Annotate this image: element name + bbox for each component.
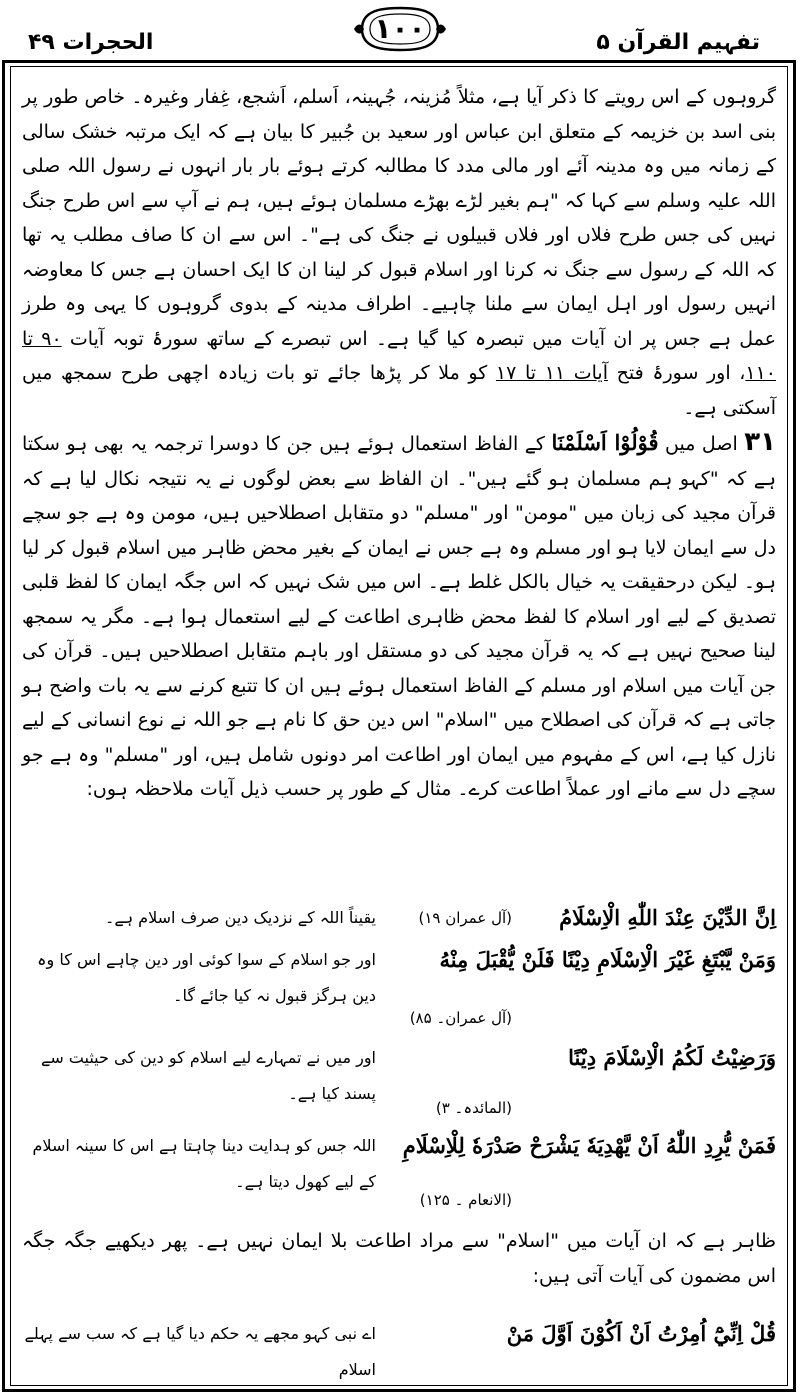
paragraph-2 [22, 425, 776, 807]
page-header [0, 0, 800, 62]
verse-1-reference: (آل عمران ۱۹) [418, 909, 512, 927]
footnote-number: ۳۱ [744, 427, 777, 457]
verse-3-translation: اور میں نے تمہارے لیے اسلام کو دین کی حیثیت سے پسند کیا ہے۔ [40, 1048, 376, 1103]
p1-text: گروہوں کے اس رویتے کا ذکر آیا ہے، مثلاً مُزینہ، جُہینہ، اَسلم، اَشجع، غِفار وغیرہ۔ خاص طور پر بنی اسد بن خزیمہ کے متعلق ابن عباس اور سعید بن جُبیر کا بیان ہے کہ ایک مرتبہ خشک سالی کے زمانہ میں وہ مدینہ آئے اور مالی مدد کا مطالبہ کرتے ہوئے بار بار انہوں نے رسول اللہ صلی اللہ علیہ وسلم سے کہا کہ "ہم بغیر لڑے بھڑے مسلمان ہوئے ہیں، ہم نے آپ سے اس طرح جنگ نہیں کی جس طرح فلاں اور فلاں قبیلوں نے جنگ کی ہے"۔ اس سے ان کا صاف مطلب یہ تھا کہ اللہ کے رسول سے جنگ نہ کرنا اور اسلام قبول کر لینا ان کا ایک احسان ہے جس کا معاوضہ انہیں رسول اور اہل ایمان سے ملنا چاہیے۔ اطراف مدینہ کے بدوی گروہوں کا یہی وہ طرز عمل ہے جس پر ان آیات میں تبصرہ کیا گیا ہے۔ اس تبصرے کے ساتھ سورۂ توبہ آیات [22, 86, 776, 350]
paragraph-3: ظاہر ہے کہ ان آیات میں "اسلام" سے مراد اطاعت بلا ایمان نہیں ہے۔ پھر دیکھیے جگہ جگہ اس مضمون کی آیات آتی ہیں: [22, 1230, 776, 1287]
p2-body: کے الفاظ استعمال ہوئے ہیں جن کا دوسرا ترجمہ یہ بھی ہو سکتا ہے کہ "کہو ہم مسلمان ہو گئے ہیں"۔ ان الفاظ سے بعض لوگوں نے یہ نتیجہ نکال لیا ہے کہ قرآن مجید کی زبان میں "مومن" اور "مسلم" دو متقابل اصطلاحیں ہیں، مومن وہ ہے جو سچے دل سے ایمان لایا ہو اور مسلم وہ ہے جس نے ایمان کے بغیر محض ظاہر میں اسلام قبول کر لیا ہو۔ لیکن درحقیقت یہ خیال بالکل غلط ہے۔ اس میں شک نہیں کہ اس جگہ ایمان کا لفظ قلبی تصدیق کے لیے اور اسلام کا لفظ محض ظاہری اطاعت کے لیے استعمال ہوا ہے۔ مگر یہ سمجھ لینا صحیح نہیں ہے کہ یہ قرآن مجید کی دو مستقل اور باہم متقابل اصطلاحیں ہیں۔ قرآن کی جن آیات میں اسلام اور مسلم کے الفاظ استعمال ہوئے ہیں ان کا تتبع کرنے سے یہ بات واضح ہو جاتی ہے کہ قرآن کی اصطلاح میں "اسلام" اس دین حق کا نام ہے جو اللہ نے نوع انسانی کے لیے نازل کیا ہے، اس کے مفہوم میں ایمان اور اطاعت امر دونوں شامل ہیں، اور "مسلم" وہ ہے جو سچے دل سے مانے اور عملاً اطاعت کرے۔ مثال کے طور پر حسب ذیل آیات ملاحظہ ہوں: [22, 433, 776, 800]
page-number-badge [352, 4, 448, 54]
verse-2 [22, 942, 776, 1027]
verse-4-translation: اللہ جس کو ہدایت دینا چاہتا ہے اس کا سینہ اسلام کے لیے کھول دیتا ہے۔ [32, 1136, 376, 1191]
page-number: ۱۰۰ [374, 12, 426, 45]
p1-mid: ، اور سورۂ فتح [616, 362, 746, 384]
verse-2-translation: اور جو اسلام کے سوا کوئی اور دین چاہے اس کا وہ دین ہرگز قبول نہ کیا جائے گا۔ [37, 950, 376, 1005]
verse-4 [22, 1128, 776, 1209]
p1-end: کو ملا کر پڑھا جائے تو بات زیادہ اچھی طرح سمجھ میں آسکتی ہے۔ [22, 362, 776, 419]
commentary-text [22, 80, 776, 807]
verse-4-arabic: فَمَنْ يُّرِدِ اللّٰهُ اَنْ يَّهْدِيَهٗ يَشْرَحْ صَدْرَهٗ لِلْاِسْلَامِ [402, 1133, 776, 1158]
verse-2-arabic: وَمَنْ يَّبْتَغِ غَيْرَ الْاِسْلَامِ دِيْنًا فَلَنْ يُّقْبَلَ مِنْهُ [439, 947, 776, 972]
verse-3 [22, 1040, 776, 1117]
verse-5-translation: اے نبی کہو مجھے یہ حکم دیا گیا ہے کہ سب سے پہلے اسلام [24, 1324, 376, 1379]
p2-arabic-phrase: قُوْلُوْا اَسْلَمْنَا [551, 430, 659, 455]
book-title: تفہیم القرآن ۵ [596, 30, 760, 55]
p2-start: اصل میں [665, 433, 738, 455]
p1-ref-tawbah: ۹۰ تا ۱۱۰ [22, 327, 777, 384]
verse-1-translation: یقیناً اللہ کے نزدیک دین صرف اسلام ہے۔ [104, 908, 376, 927]
p1-ref-fath: آیات ۱۱ تا ۱۷ [495, 362, 608, 384]
verse-3-arabic: وَرَضِيْتُ لَكُمُ الْاِسْلَامَ دِيْنًا [568, 1045, 776, 1070]
verse-5 [22, 1316, 776, 1379]
verse-2-reference: (آل عمران۔ ۸۵) [409, 1009, 512, 1027]
verse-5-arabic: قُلْ اِنِّيْٓ اُمِرْتُ اَنْ اَكُوْنَ اَوَّلَ مَنْ [506, 1321, 776, 1346]
verse-4-reference: (الانعام ۔ ۱۲۵) [419, 1191, 512, 1209]
verse-1-arabic: اِنَّ الدِّيْنَ عِنْدَ اللّٰهِ الْاِسْلَامُ [559, 905, 776, 930]
verse-3-reference: (المائدہ۔ ۳) [435, 1099, 512, 1117]
paragraph-1 [22, 80, 776, 425]
surah-name: الحجرات ۴۹ [28, 30, 154, 55]
